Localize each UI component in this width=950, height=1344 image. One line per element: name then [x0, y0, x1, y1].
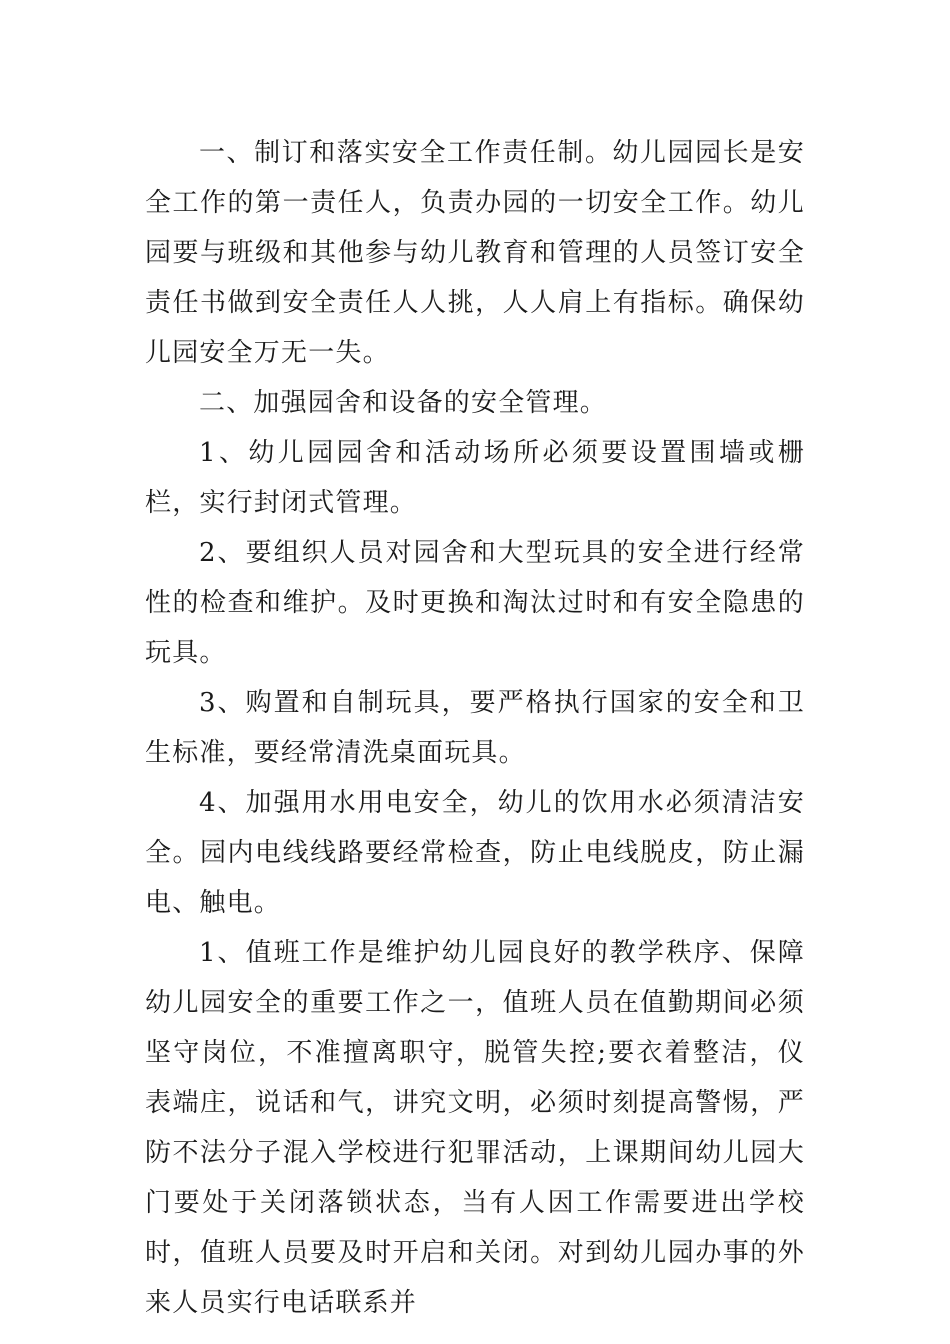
paragraph-responsibility-system: 一、制订和落实安全工作责任制。幼儿园园长是安全工作的第一责任人，负责办园的一切安全工作。幼儿园要与班级和其他参与幼儿教育和管理的人员签订安全责任书做到安全责任人人挑，人人肩上有指标。确保幼儿园安全万无一失。 [145, 138, 805, 368]
paragraph-item-2-inspection: 2、要组织人员对园舍和大型玩具的安全进行经常性的检查和维护。及时更换和淘汰过时和有安全隐患的玩具。 [145, 538, 805, 668]
paragraph-item-4-water-electricity: 4、加强用水用电安全，幼儿的饮用水必须清洁安全。园内电线线路要经常检查，防止电线脱皮，防止漏电、触电。 [145, 788, 805, 918]
paragraph-item-3-toys: 3、购置和自制玩具，要严格执行国家的安全和卫生标准，要经常清洗桌面玩具。 [145, 688, 805, 768]
paragraph-duty-work: 1、值班工作是维护幼儿园良好的教学秩序、保障幼儿园安全的重要工作之一，值班人员在值勤期间必须坚守岗位，不准擅离职守，脱管失控;要衣着整洁，仪表端庄，说话和气，讲究文明，必须时刻提高警惕，严防不法分子混入学校进行犯罪活动，上课期间幼儿园大门要处于关闭落锁状态，当有人因工作需要进出学校时，值班人员要及时开启和关闭。对到幼儿园办事的外来人员实行电话联系并 [145, 938, 805, 1318]
paragraph-facility-safety-heading: 二、加强园舍和设备的安全管理。 [199, 388, 608, 418]
paragraph-item-1-enclosure: 1、幼儿园园舍和活动场所必须要设置围墙或栅栏，实行封闭式管理。 [145, 438, 805, 518]
document-body [145, 128, 805, 1328]
